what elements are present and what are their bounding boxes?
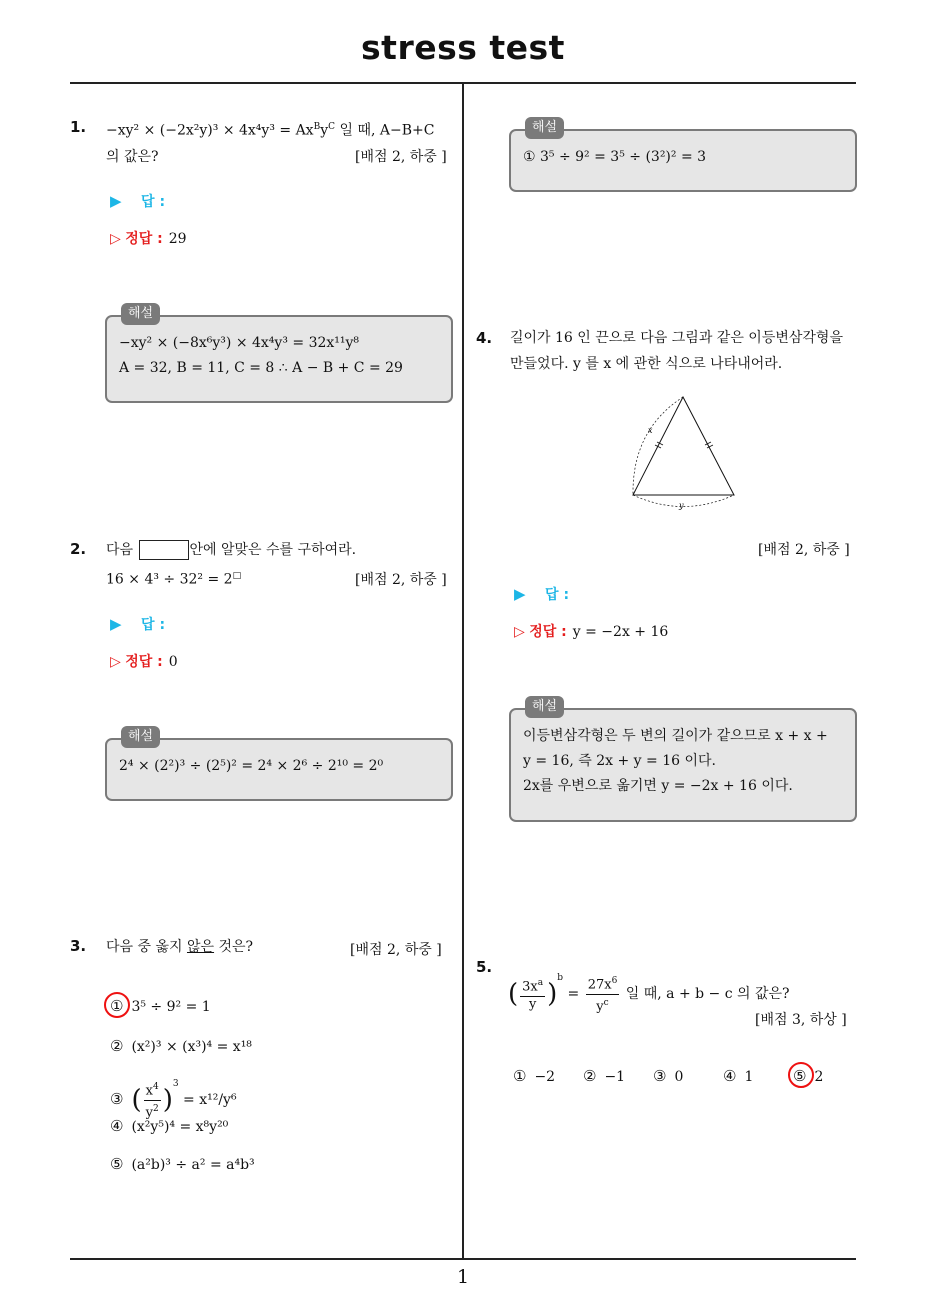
- q5-score: [배점 3, 하상 ]: [755, 1012, 847, 1028]
- q3-choice-1[interactable]: ① 3⁵ ÷ 9² = 1: [110, 997, 211, 1015]
- q5-choice-1[interactable]: ① −2: [513, 1067, 556, 1085]
- q4-number: 4.: [476, 329, 493, 347]
- q3-number: 3.: [70, 937, 87, 955]
- answer-label: 답 :: [545, 587, 570, 603]
- explanation-tag: 해설: [121, 303, 160, 325]
- q1-line1-end: 일 때, A−B+C: [335, 122, 435, 139]
- q3-choice-3[interactable]: ③ ( $\frac{x^4}{y^2}$ )$^3$ = x¹²/y⁶: [110, 1079, 237, 1120]
- q5-choice-2[interactable]: ② −1: [583, 1067, 626, 1085]
- q3-choice-4[interactable]: ④ (x²y⁵)⁴ = x⁸y²⁰: [110, 1117, 229, 1135]
- q1-exp-line2: A = 32, B = 11, C = 8 ∴ A − B + C = 29: [119, 360, 403, 376]
- q3-score: [배점 2, 하중 ]: [350, 942, 442, 958]
- q5-number: 5.: [476, 958, 493, 976]
- q2-answer-row: [110, 614, 165, 634]
- q3-question: [106, 934, 253, 960]
- q4-score: [배점 2, 하중 ]: [758, 542, 850, 558]
- q2-line1-b: 안에 알맞은 수를 구하여라.: [189, 542, 357, 558]
- q1-answer-row: [110, 191, 165, 211]
- triangle-outline-icon: ▷: [110, 231, 121, 247]
- q3-choice-2[interactable]: ② (x²)³ × (x³)⁴ = x¹⁸: [110, 1037, 252, 1055]
- q4-exp-line1: 이등변삼각형은 두 변의 길이가 같으므로 x + x +: [523, 728, 828, 744]
- correct-label: 정답 :: [125, 654, 163, 670]
- q1-correct-value: 29: [168, 231, 187, 247]
- figure-label-x: x: [648, 426, 653, 435]
- q2-question: 다음 안에 알맞은 수를 구하여라. 16 × 4³ ÷ 32² = 2□: [106, 542, 357, 588]
- q3-explanation-box: [509, 120, 857, 192]
- q4-correct-row: [514, 621, 668, 641]
- q1-line2: 의 값은?: [106, 148, 159, 165]
- play-icon: ▶: [110, 615, 122, 633]
- q5-choice-4[interactable]: ④ 1: [723, 1067, 754, 1085]
- column-divider: [462, 83, 464, 1259]
- q4-exp-line3: 2x를 우변으로 옮기면 y = −2x + 16 이다.: [523, 778, 793, 794]
- q4-exp-line2: y = 16, 즉 2x + y = 16 이다.: [523, 753, 716, 769]
- q4-correct-value: y = −2x + 16: [572, 624, 669, 640]
- answer-label: 답 :: [141, 617, 166, 633]
- q2-correct-value: 0: [168, 654, 178, 670]
- q2-explanation-box: [105, 729, 453, 801]
- q2-line1-a: 다음: [106, 542, 134, 558]
- triangle-outline-icon: ▷: [110, 654, 121, 670]
- isosceles-triangle-figure: [624, 390, 744, 515]
- explanation-tag: 해설: [121, 726, 160, 748]
- blank-box: [139, 540, 189, 560]
- q1-correct-row: [110, 228, 187, 248]
- page-number: 1: [456, 1266, 470, 1288]
- explanation-tag: 해설: [525, 117, 564, 139]
- q1-exp-line1: −xy² × (−8x⁶y³) × 4x⁴y³ = 32x¹¹y⁸: [119, 335, 360, 351]
- q4-line1: 길이가 16 인 끈으로 다음 그림과 같은 이등변삼각형을: [510, 330, 843, 346]
- q3-text-a: 다음 중 옳지: [106, 939, 187, 955]
- q1-score: [배점 2, 하중 ]: [355, 149, 447, 165]
- correct-label: 정답 :: [125, 231, 163, 247]
- correct-label: 정답 :: [529, 624, 567, 640]
- answer-label: 답 :: [141, 194, 166, 210]
- footer-rule: [70, 1258, 856, 1260]
- q2-number: 2.: [70, 540, 87, 558]
- play-icon: ▶: [514, 585, 526, 603]
- q2-correct-row: [110, 651, 178, 671]
- q2-line2: 16 × 4³ ÷ 32² = 2: [106, 571, 233, 588]
- q1-question: $-xy^2 \times (-2x^2y)^3 \times 4x^4y^3 = Ax^By^C$ 일 때, A−B+C 의 값은?: [106, 122, 435, 165]
- q5-text: 일 때, a + b − c 의 값은?: [625, 986, 790, 1002]
- q3-choice-5[interactable]: ⑤ (a²b)³ ÷ a² = a⁴b³: [110, 1155, 255, 1173]
- q5-question: ( $\frac{3x^a}{y}$ )$^b$ = $\frac{27x^6}{y^c}$ 일 때, a + b − c 의 값은?: [508, 973, 790, 1014]
- q3-text-underlined: 않은: [186, 939, 215, 955]
- q3-exp-line1: ① 3⁵ ÷ 9² = 3⁵ ÷ (3²)² = 3: [523, 149, 707, 165]
- page-title: stress test: [361, 28, 565, 67]
- q1-line1: −xy² × (−2x²y)³ × 4x⁴y³ = Ax: [106, 122, 314, 139]
- q2-score: [배점 2, 하중 ]: [355, 572, 447, 588]
- q1-explanation-box: [105, 306, 453, 403]
- q5-choice-5[interactable]: ⑤ 2: [793, 1067, 824, 1085]
- q3-text-b: 것은?: [214, 939, 254, 955]
- triangle-outline-icon: ▷: [514, 624, 525, 640]
- q4-question: [510, 325, 860, 377]
- q4-explanation-box: [509, 699, 857, 822]
- q4-line2: 만들었다. y 를 x 에 관한 식으로 나타내어라.: [510, 356, 783, 372]
- figure-label-y: y: [679, 501, 684, 510]
- play-icon: ▶: [110, 192, 122, 210]
- q4-answer-row: [514, 584, 569, 604]
- q2-exp-line1: 2⁴ × (2²)³ ÷ (2⁵)² = 2⁴ × 2⁶ ÷ 2¹⁰ = 2⁰: [119, 758, 384, 774]
- q1-number: 1.: [70, 118, 87, 136]
- q5-choice-3[interactable]: ③ 0: [653, 1067, 684, 1085]
- explanation-tag: 해설: [525, 696, 564, 718]
